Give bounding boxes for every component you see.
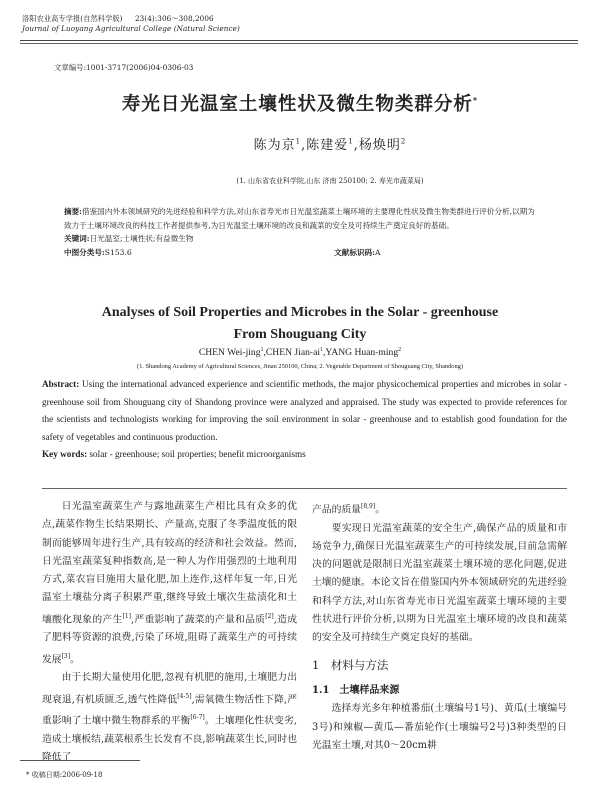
keywords-cn: 日光温室;土壤性状;有益微生物 (89, 234, 194, 243)
body-paragraph: 由于长期大量使用化肥,忽视有机肥的施用,土壤肥力出现衰退,有机质匮乏,透气性降低[4-5],需氧微生物活性下降,严重影响了土壤中微生物群系的平衡[6-7]。土壤理化性状变劣,造成土壤板结,蔬菜根系生长发育不良,影响蔬菜生长,同时也降低了 (42, 672, 298, 763)
body-paragraph: 日光温室蔬菜生产与露地蔬菜生产相比具有众多的优点,蔬菜作物生长结果期长、产量高,克服了冬季温度低的限制而能够周年进行生产,具有较高的经济和社会效益。然而,日光温室蔬菜复种指数高,是一种人为作用强烈的土地利用方式,菜农盲目施用大量化肥,加上连作,这样年复一年,日光温室土壤盐分离子积累严重,继终导致土壤次生盐渍化和土壤酸化现象的产生[1],严重影响了蔬菜的产量和品质[2],造成了肥料等资源的浪费,污染了环境,阻碍了蔬菜生产的可持续发展[3]。 (42, 501, 297, 665)
abstract-en: Abstract: Using the international advanced experience and scientific methods, the major physicochemical properties and microbes in solar - greenhouse soil from Shouguang city of Shandong province were analyzed and appraised. The study was expected to provide references for the scientists and technologists working for improving the soil environment in solar - greenhouse and to establish good foundation for the safety of vegetables and continuous production. Key words: solar - greenhouse; soil properties; benefit microorganisms (42, 379, 567, 459)
affiliation-en: (1. Shandong Academy of Agricultural Sciences, Jinan 250100, China; 2. Vegetable Department of Shouguang City, Shandong) (136, 363, 464, 370)
abstract-rule (42, 488, 567, 489)
abstract-cn: 摘要:借鉴国内外本领域研究的先进经验和科学方法,对山东省寿光市日光温室蔬菜土壤环境的主要理化性状及微生物类群进行评价分析,以期为致力于土壤环境改良的科技工作者提供参考,为日光温室土壤环境的改良和蔬菜的安全及可持续生产奠定良好的基础。 关键词:日光温室;土壤性状;有益微生物 中图分类号:S153.6 文献标识码:A (64, 207, 535, 257)
affiliation-cn: (1. 山东省农业科学院,山东 济南 250100; 2. 寿光市蔬菜局) (236, 177, 424, 185)
journal-name-cn: 洛阳农业高专学报(自然科学版) (22, 14, 123, 23)
body-right-column (312, 498, 567, 755)
body-paragraph: 选择寿光多年种植番茄(土壤编号1号)、黄瓜(土壤编号3号)和辣椒—黄瓜—番茄轮作(土壤编号2号)3种类型的日光温室土壤,对其0～20cm耕 (312, 703, 567, 751)
article-id: 文章编号:1001-3717(2006)04-0306-03 (54, 63, 194, 72)
footnote: * 收稿日期:2006-09-18 (26, 771, 103, 779)
body-left-column (42, 498, 297, 767)
footnote-rule (20, 760, 140, 761)
journal-name-en: Journal of Luoyang Agricultural College (Natural Science) (22, 24, 240, 33)
subsection-heading: 1.1 土壤样品来源 (312, 684, 400, 696)
journal-volume: 23(4):306～308,2006 (134, 14, 214, 23)
title-cn: 寿光日光温室土壤性状及微生物类群分析* (121, 94, 479, 115)
authors-en: CHEN Wei-jing$^1$,CHEN Jian-$ai^1,YANG$ Huan-ming$^2$ (198, 347, 402, 359)
section-heading: 1 材料与方法 (312, 657, 389, 672)
title-en: Analyses of Soil Properties and Microbes in the Solar - greenhouse From Shouguang City (101, 305, 499, 342)
journal-header (22, 14, 240, 34)
header-rule (20, 40, 578, 41)
body-paragraph: 要实现日光温室蔬菜的安全生产,确保产品的质量和市场竞争力,确保日光温室蔬菜生产的可持续发展,目前急需解决的问题就是限制日光温室蔬菜土壤环境的恶化问题,促进土壤的健康。本论文旨在借鉴国内外本领域研究的先进经验和科学方法,对山东省寿光市日光温室蔬菜土壤环境的主要性状进行评价分析,以期为日光温室土壤环境的改良和蔬菜的安全及可持续生产奠定良好的基础。 (312, 522, 567, 644)
keywords-en: solar - greenhouse; soil properties; benefit microorganisms (89, 449, 306, 459)
header-rule-thin (20, 43, 578, 44)
authors-cn: 陈为京$^1$,陈建爱$^1$,杨焕明$^2$ (253, 137, 407, 153)
body-paragraph: 产品的质量[8,9]。 (312, 503, 386, 516)
